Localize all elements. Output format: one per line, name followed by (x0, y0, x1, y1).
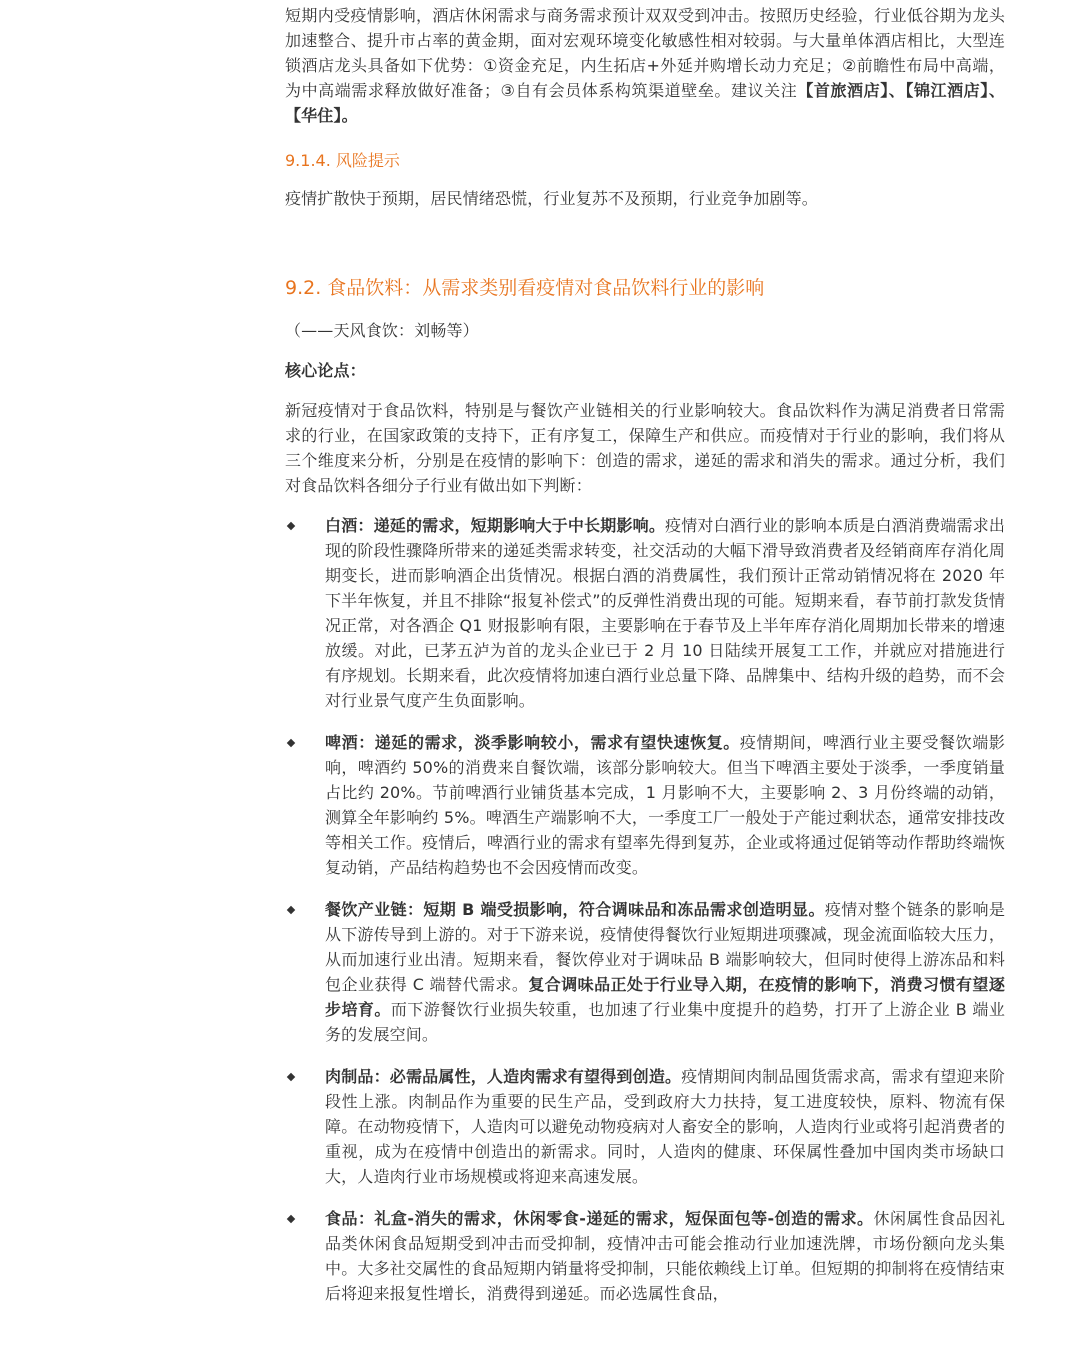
list-item-beer (285, 730, 1005, 880)
hotel-summary-paragraph (285, 3, 1005, 128)
bullet-lead: 白酒：递延的需求，短期影响大于中长期影响。 (325, 515, 666, 535)
bullet-text: 疫情期间肉制品囤货需求高，需求有望迎来阶段性上涨。肉制品作为重要的民生产品，受到政府大力扶持，复工进度较快，原料、物流有保障。在动物疫情下，人造肉可以避免动物疫病对人畜安全的影响，人造肉行业或将引起消费者的重视，成为在疫情中创造出的新需求。同时，人造肉的健康、环保属性叠加中国肉类市场缺口大，人造肉行业市场规模或将迎来高速发展。 (325, 1066, 1005, 1186)
bullet-diamond-icon (287, 906, 295, 914)
bullet-diamond-icon (287, 1073, 295, 1081)
list-item-meat-products (285, 1064, 1005, 1189)
bullet-lead: 食品：礼盒-消失的需求，休闲零食-递延的需求，短保面包等-创造的需求。 (325, 1208, 874, 1228)
bullet-bold-mid: 复合调味品正处于行业导入期，在疫情的影响下，消费习惯有望逐步培育。 (325, 974, 1005, 1019)
document-page (285, 0, 1005, 1323)
sector-judgement-list (285, 513, 1005, 1306)
food-intro-paragraph: 新冠疫情对于食品饮料，特别是与餐饮产业链相关的行业影响较大。食品饮料作为满足消费者日常需求的行业，在国家政策的支持下，正有序复工，保障生产和供应。而疫情对于行业的影响，我们将从三个维度来分析，分别是在疫情的影响下：创造的需求，递延的需求和消失的需求。通过分析，我们对食品饮料各细分子行业有做出如下判断： (285, 400, 1005, 495)
bullet-diamond-icon (287, 739, 295, 747)
list-item-food (285, 1206, 1005, 1306)
food-section-heading: 9.2. 食品饮料：从需求类别看疫情对食品饮料行业的影响 (285, 277, 765, 299)
bullet-text: 疫情对整个链条的影响是从下游传导到上游的。对于下游来说，疫情使得餐饮行业短期进项骤减，现金流面临较大压力，从而加速行业出清。短期来看，餐饮停业对于调味品 B 端影响较大，但同时使得上游冻品和料包企业获得 C 端替代需求。 (325, 899, 1005, 994)
recommended-stocks: 【首旅酒店】、【锦江酒店】、【华住】。 (285, 81, 1005, 125)
bullet-diamond-icon (287, 522, 295, 530)
bullet-text: 疫情对白酒行业的影响本质是白酒消费端需求出现的阶段性骤降所带来的递延类需求转变，社交活动的大幅下滑导致消费者及经销商库存消化周期变长，进而影响酒企出货情况。根据白酒的消费属性，我们预计正常动销情况将在 2020 年下半年恢复，并且不排除“报复补偿式”的反弹性消费出现的可能。短期来看，春节前打款发货情况正常，对各酒企 Q1 财报影响有限，主要影响在于春节及上半年库存消化周期加长带来的增速放缓。对此，已茅五泸为首的龙头企业已于 2 月 10 日陆续开展复工工作，并就应对措施进行有序规划。长期来看，此次疫情将加速白酒行业总量下降、品牌集中、结构升级的趋势，而不会对行业景气度产生负面影响。 (325, 515, 1005, 710)
bullet-lead: 餐饮产业链：短期 B 端受损影响，符合调味品和冻品需求创造明显。 (325, 899, 825, 919)
hotel-summary-text: 短期内受疫情影响，酒店休闲需求与商务需求预计双双受到冲击。按照历史经验，行业低谷期为龙头加速整合、提升市占率的黄金期，面对宏观环境变化敏感性相对较弱。与大量单体酒店相比，大型连锁酒店龙头具备如下优势：①资金充足，内生拓店+外延并购增长动力充足；②前瞻性布局中高端，为中高端需求释放做好准备；③自有会员体系构筑渠道壁垒。建议关注 (285, 6, 1005, 100)
bullet-lead: 啤酒：递延的需求，淡季影响较小，需求有望快速恢复。 (325, 732, 740, 752)
bullet-diamond-icon (287, 1215, 295, 1223)
bullet-text: 休闲属性食品因礼品类休闲食品短期受到冲击而受抑制，疫情冲击可能会推动行业加速洗牌，市场份额向龙头集中。大多社交属性的食品短期内销量将受抑制，只能依赖线上订单。但短期的抑制将在疫情结束后将迎来报复性增长，消费得到递延。而必选属性食品， (325, 1208, 1005, 1303)
core-points-label: 核心论点： (285, 360, 366, 380)
bullet-tail: 而下游餐饮行业损失较重，也加速了行业集中度提升的趋势，打开了上游企业 B 端业务的发展空间。 (325, 999, 1005, 1044)
list-item-baijiu (285, 513, 1005, 713)
author-line: （——天风食饮：刘畅等） (285, 320, 479, 340)
bullet-text: 疫情期间，啤酒行业主要受餐饮端影响，啤酒约 50%的消费来自餐饮端，该部分影响较大。但当下啤酒主要处于淡季，一季度销量占比约 20%。节前啤酒行业铺货基本完成，1 月影响不大，主要影响 2、3 月份终端的动销，测算全年影响约 5%。啤酒生产端影响不大，一季度工厂一般处于产能过剩状态，通常安排技改等相关工作。疫情后，啤酒行业的需求有望率先得到复苏，企业或将通过促销等动作帮助终端恢复动销，产品结构趋势也不会因疫情而改变。 (325, 732, 1005, 877)
bullet-lead: 肉制品：必需品属性，人造肉需求有望得到创造。 (325, 1066, 682, 1086)
risk-heading: 9.1.4. 风险提示 (285, 151, 400, 170)
list-item-catering-chain (285, 897, 1005, 1047)
risk-text: 疫情扩散快于预期，居民情绪恐慌，行业复苏不及预期，行业竞争加剧等。 (285, 189, 818, 208)
